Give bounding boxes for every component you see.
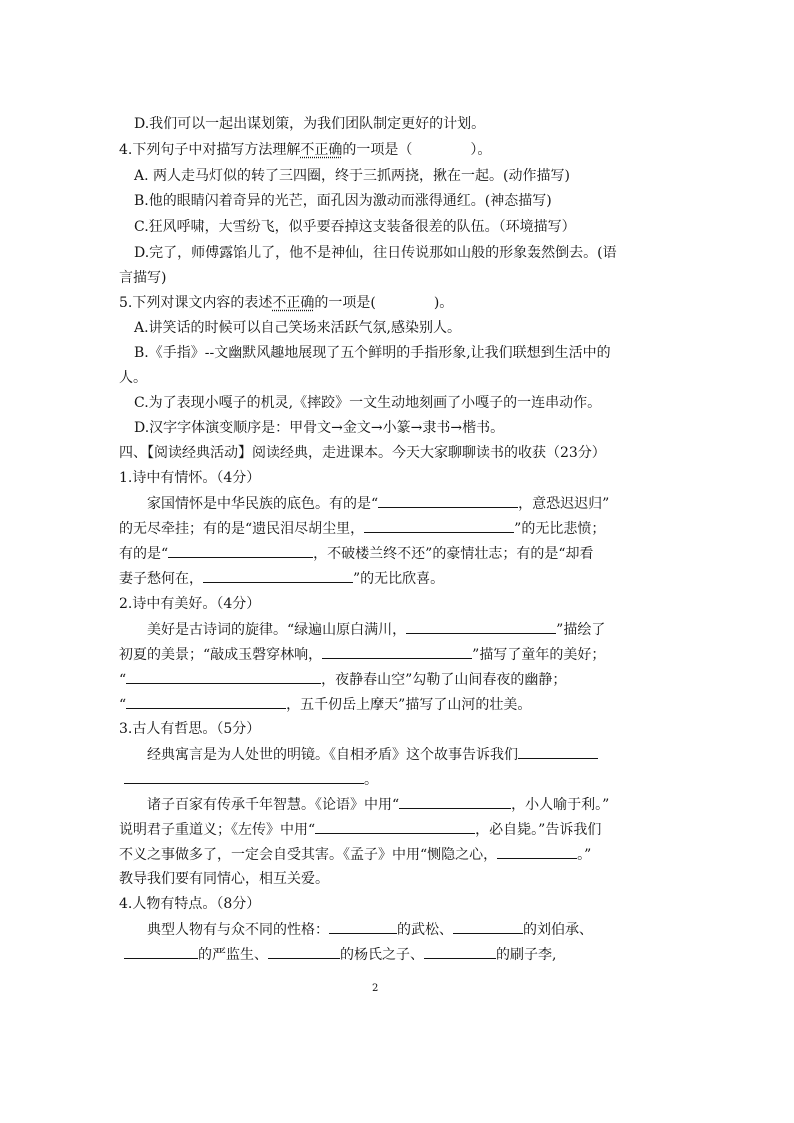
p1-blank-1[interactable] (378, 493, 518, 508)
p2-text: ，五千仞岳上摩天”描写了山河的壮美。 (286, 697, 532, 713)
q5-option-d: D.汉字字体演变顺序是：甲骨文→金文→小篆→隶书→楷书。 (134, 420, 505, 436)
p2-blank-4[interactable] (126, 694, 286, 709)
p1-text: 家国情怀是中华民族的底色。有的是“ (147, 496, 379, 512)
q5-option-a: A.讲笑话的时候可以自己笑场来活跃气氛,感染别人。 (134, 320, 462, 336)
p2-line2 (119, 644, 605, 665)
p3-text: 诸子百家有传承千年智慧。《论语》中用“ (147, 797, 400, 813)
p1-text: 的无尽牵挂；有的是“遗民泪尽胡尘里， (119, 521, 365, 537)
q4-option-c: C.狂风呼啸，大雪纷飞，似乎要吞掉这支装备很差的队伍。（环境描写） (134, 219, 576, 235)
p1-blank-3[interactable] (168, 543, 313, 558)
p4-blank-1[interactable] (329, 919, 397, 934)
q4-option-d-line1: D.完了，师傅露馅儿了，他不是神仙，往日传说那如山般的形象轰然倒去。(语 (134, 245, 617, 261)
p3-blank-2[interactable] (399, 794, 511, 809)
p2-line1 (147, 619, 605, 640)
p3-blank-1[interactable] (518, 744, 598, 759)
q4-option-d-line2: 言描写) (119, 270, 167, 286)
p4-text: 的严监生、 (198, 947, 268, 963)
p4-text: 的刷子李, (496, 947, 557, 963)
p3-line2 (124, 769, 378, 790)
p2-text: ”描绘了 (556, 622, 606, 638)
p2-text: ，夜静春山空”勾勒了山间春夜的幽静； (321, 672, 567, 688)
q5-stem-text-b: 的一项是( (314, 295, 376, 311)
q5-stem (119, 293, 453, 313)
p4-text: 的武松、 (397, 922, 453, 938)
p3-text: 不义之事做多了，一定会自受其害。《孟子》中用“恻隐之心， (119, 847, 498, 863)
p4-title: 4.人物有特点。（8分） (119, 896, 261, 912)
p3-text: ，小人喻于利。” (511, 797, 610, 813)
p4-line2 (124, 944, 556, 965)
p3-text: 经典寓言是为人处世的明镜。《自相矛盾》这个故事告诉我们 (147, 747, 518, 763)
p2-text: ”描写了童年的美好； (472, 647, 606, 663)
p4-text: 典型人物有与众不同的性格： (147, 922, 329, 938)
p3-title: 3.古人有哲思。（5分） (119, 721, 261, 737)
p1-text: ，不破楼兰终不还”的豪情壮志；有的是“却看 (313, 546, 594, 562)
p1-line4 (119, 568, 444, 589)
p2-blank-3[interactable] (126, 669, 321, 684)
p2-text: 初夏的美景；“敲成玉磬穿林响， (119, 647, 323, 663)
p3-blank-4[interactable] (497, 844, 577, 859)
page-number: 2 (372, 983, 379, 994)
p3-text: 。” (577, 847, 592, 863)
p1-title: 1.诗中有情怀。（4分） (119, 470, 261, 486)
section-heading: 四、【阅读经典活动】阅读经典，走进课本。今天大家聊聊读书的收获（23分） (119, 445, 606, 461)
p3-line5 (119, 844, 591, 865)
p2-title: 2.诗中有美好。（4分） (119, 596, 261, 612)
p1-text: 妻子愁何在， (119, 571, 203, 587)
p1-line3 (119, 543, 594, 564)
q5-stem-text-c: )。 (433, 295, 454, 311)
p3-line1 (147, 744, 598, 765)
p1-blank-2[interactable] (364, 518, 514, 533)
q5-stem-text-a: 5.下列对课文内容的表述 (119, 295, 273, 311)
p2-blank-1[interactable] (406, 619, 556, 634)
p4-blank-2[interactable] (453, 919, 523, 934)
p2-text: “ (119, 672, 127, 688)
q5-option-c: C.为了表现小嘎子的机灵,《摔跤》一文生动地刻画了小嘎子的一连串动作。 (134, 395, 602, 411)
p1-line2 (119, 518, 605, 539)
p1-blank-4[interactable] (203, 568, 353, 583)
q4-stem-text-b: 的一项是（ (342, 142, 413, 158)
p4-blank-5[interactable] (424, 944, 496, 959)
p1-text: ，意恐迟迟归” (518, 496, 610, 512)
p3-text: ，必自毙。”告诉我们 (475, 822, 602, 838)
q3-option-d: D.我们可以一起出谋划策，为我们团队制定更好的计划。 (134, 116, 486, 132)
q4-option-a: A. 两人走马灯似的转了三四圈，终于三抓两挠，揪在一起。(动作描写) (134, 168, 570, 184)
p3-line3 (147, 794, 609, 815)
p3-blank-1-cont[interactable] (124, 769, 364, 784)
p2-text: 美好是古诗词的旋律。“绿遍山原白满川， (147, 622, 407, 638)
q5-option-b-line2: 人。 (119, 370, 147, 386)
p2-line3 (119, 669, 566, 690)
q4-stem-text-a: 4.下列句子中对描写方法理解 (119, 142, 301, 158)
p2-text: “ (119, 697, 127, 713)
p1-text: ”的无比欣喜。 (353, 571, 445, 587)
p4-text: 的杨氏之子、 (340, 947, 424, 963)
p2-line4 (119, 694, 531, 715)
q5-stem-emphasis: 不正确 (272, 295, 315, 311)
q4-stem-emphasis: 不正确 (300, 142, 343, 158)
p4-blank-3[interactable] (124, 944, 198, 959)
p2-blank-2[interactable] (322, 644, 472, 659)
q5-option-b-line1: B.《手指》--文幽默风趣地展现了五个鲜明的手指形象,让我们联想到生活中的 (134, 345, 611, 361)
p1-line1 (147, 493, 609, 514)
p1-text: ”的无比悲愤； (514, 521, 606, 537)
q4-stem (119, 140, 491, 160)
p4-text: 的刘伯承、 (523, 922, 593, 938)
p4-blank-4[interactable] (268, 944, 340, 959)
p3-line6: 教导我们要有同情心，相互关爱。 (119, 871, 329, 887)
p3-blank-3[interactable] (315, 819, 475, 834)
p1-text: 有的是“ (119, 546, 169, 562)
p3-text: 说明君子重道义；《左传》中用“ (119, 822, 316, 838)
p3-text: 。 (364, 772, 378, 788)
p3-line4 (119, 819, 601, 840)
p4-line1 (147, 919, 593, 940)
q4-stem-text-c: ）。 (470, 142, 492, 158)
q4-option-b: B.他的眼睛闪着奇异的光芒，面孔因为激动而涨得通红。(神态描写) (134, 193, 552, 209)
